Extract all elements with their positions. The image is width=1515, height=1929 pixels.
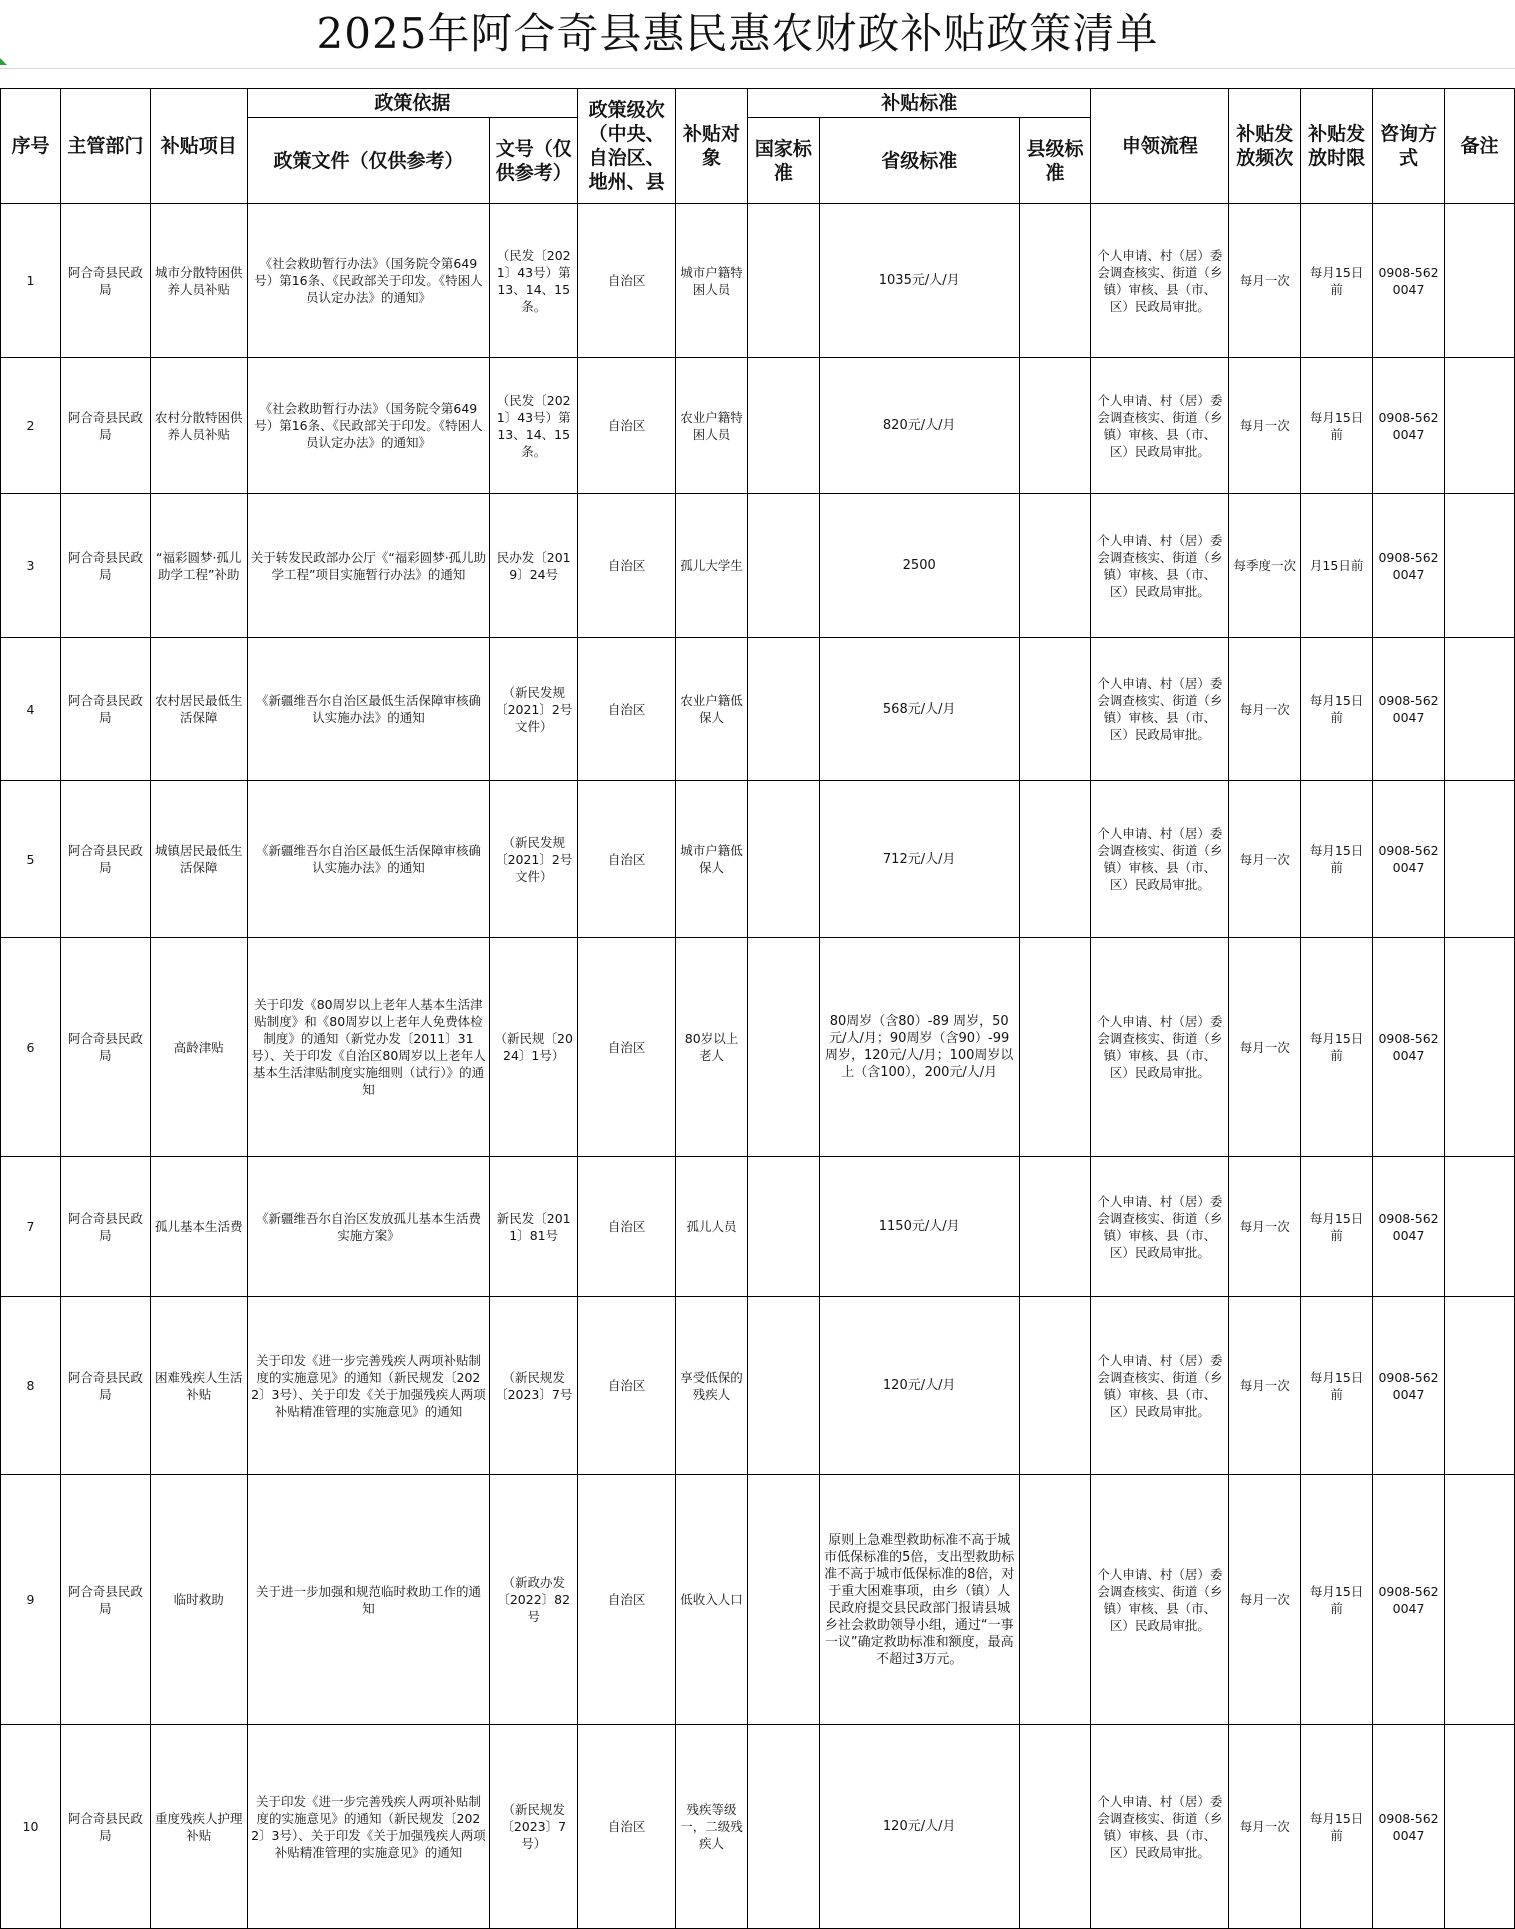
cell-time: 每月15日前 <box>1301 938 1373 1157</box>
cell-national <box>747 1725 819 1929</box>
cell-target: 低收入人口 <box>676 1475 748 1725</box>
table-row <box>1 1475 1515 1725</box>
cell-provincial: 120元/人/月 <box>819 1297 1019 1475</box>
cell-provincial: 2500 <box>819 494 1019 638</box>
cell-remark <box>1444 938 1514 1157</box>
cell-file: 关于印发《进一步完善残疾人两项补贴制度的实施意见》的通知（新民规发〔2022〕3号）、关于印发《关于加强残疾人两项补贴精准管理的实施意见》的通知 <box>247 1297 490 1475</box>
cell-contact: 0908-5620047 <box>1373 1725 1445 1929</box>
cell-item: 高龄津贴 <box>150 938 247 1157</box>
cell-docno: （新民规〔2024〕1号） <box>490 938 578 1157</box>
cell-level: 自治区 <box>578 638 676 781</box>
table-row <box>1 1725 1515 1929</box>
cell-target: 农业户籍低保人 <box>676 638 748 781</box>
cell-item: 孤儿基本生活费 <box>150 1157 247 1297</box>
table-row <box>1 638 1515 781</box>
cell-docno: （新民规发〔2023〕7号 <box>490 1297 578 1475</box>
cell-docno: （民发〔2021〕43号）第13、14、15条。 <box>490 358 578 494</box>
cell-seq: 1 <box>1 204 61 358</box>
cell-file: 关于印发《进一步完善残疾人两项补贴制度的实施意见》的通知（新民规发〔2022〕3号）、关于印发《关于加强残疾人两项补贴精准管理的实施意见》的通知 <box>247 1725 490 1929</box>
cell-freq: 每月一次 <box>1229 638 1301 781</box>
cell-provincial: 80周岁（含80）-89 周岁，50元/人/月；90周岁（含90）-99 周岁，120元/人/月；100周岁以上（含100），200元/人/月 <box>819 938 1019 1157</box>
cell-time: 每月15日前 <box>1301 638 1373 781</box>
header-file: 政策文件（仅供参考） <box>247 118 490 204</box>
cell-provincial: 820元/人/月 <box>819 358 1019 494</box>
table-row <box>1 494 1515 638</box>
cell-provincial: 120元/人/月 <box>819 1725 1019 1929</box>
cell-time: 每月15日前 <box>1301 781 1373 938</box>
cell-item: 城市分散特困供养人员补贴 <box>150 204 247 358</box>
cell-freq: 每月一次 <box>1229 938 1301 1157</box>
header-remark: 备注 <box>1444 89 1514 204</box>
cell-seq: 5 <box>1 781 61 938</box>
cell-time: 每月15日前 <box>1301 1725 1373 1929</box>
cell-national <box>747 204 819 358</box>
cell-seq: 8 <box>1 1297 61 1475</box>
cell-target: 残疾等级一，二级残疾人 <box>676 1725 748 1929</box>
cell-remark <box>1444 358 1514 494</box>
cell-level: 自治区 <box>578 494 676 638</box>
cell-contact: 0908-5620047 <box>1373 1157 1445 1297</box>
cell-item: 农村居民最低生活保障 <box>150 638 247 781</box>
cell-process: 个人申请、村（居）委会调查核实、街道（乡镇）审核、县（市、区）民政局审批。 <box>1091 781 1229 938</box>
cell-county <box>1019 1157 1091 1297</box>
cell-freq: 每月一次 <box>1229 1475 1301 1725</box>
cell-seq: 9 <box>1 1475 61 1725</box>
cell-dept: 阿合奇县民政局 <box>60 638 150 781</box>
cell-item: 农村分散特困供养人员补贴 <box>150 358 247 494</box>
cell-contact: 0908-5620047 <box>1373 494 1445 638</box>
cell-remark <box>1444 1297 1514 1475</box>
table-row <box>1 938 1515 1157</box>
table-row <box>1 358 1515 494</box>
cell-process: 个人申请、村（居）委会调查核实、街道（乡镇）审核、县（市、区）民政局审批。 <box>1091 1725 1229 1929</box>
cell-dept: 阿合奇县民政局 <box>60 1297 150 1475</box>
cell-time: 月15日前 <box>1301 494 1373 638</box>
header-contact: 咨询方式 <box>1373 89 1445 204</box>
cell-national <box>747 1475 819 1725</box>
cell-time: 每月15日前 <box>1301 204 1373 358</box>
cell-freq: 每季度一次 <box>1229 494 1301 638</box>
cell-national <box>747 1297 819 1475</box>
header-dept: 主管部门 <box>60 89 150 204</box>
cell-docno: （新民发规〔2021〕2号文件） <box>490 781 578 938</box>
cell-freq: 每月一次 <box>1229 781 1301 938</box>
cell-target: 享受低保的残疾人 <box>676 1297 748 1475</box>
cell-level: 自治区 <box>578 204 676 358</box>
cell-dept: 阿合奇县民政局 <box>60 1157 150 1297</box>
page-title: 2025年阿合奇县惠民惠农财政补贴政策清单 <box>316 9 1159 58</box>
cell-county <box>1019 494 1091 638</box>
cell-remark <box>1444 781 1514 938</box>
cell-time: 每月15日前 <box>1301 1297 1373 1475</box>
cell-docno: （新政办发〔2022〕82号 <box>490 1475 578 1725</box>
cell-contact: 0908-5620047 <box>1373 1475 1445 1725</box>
cell-file: 关于进一步加强和规范临时救助工作的通知 <box>247 1475 490 1725</box>
cell-county <box>1019 938 1091 1157</box>
cell-freq: 每月一次 <box>1229 1297 1301 1475</box>
cell-national <box>747 781 819 938</box>
header-target: 补贴对象 <box>676 89 748 204</box>
cell-target: 城市户籍特困人员 <box>676 204 748 358</box>
cell-time: 每月15日前 <box>1301 358 1373 494</box>
cell-provincial: 568元/人/月 <box>819 638 1019 781</box>
cell-level: 自治区 <box>578 1725 676 1929</box>
cell-provincial: 1035元/人/月 <box>819 204 1019 358</box>
header-docno: 文号（仅供参考） <box>490 118 578 204</box>
cell-contact: 0908-5620047 <box>1373 204 1445 358</box>
cell-county <box>1019 1475 1091 1725</box>
cell-seq: 4 <box>1 638 61 781</box>
cell-level: 自治区 <box>578 1157 676 1297</box>
cell-file: 关于转发民政部办公厅《“福彩圆梦·孤儿助学工程”项目实施暂行办法》的通知 <box>247 494 490 638</box>
cell-docno: 民办发〔2019〕24号 <box>490 494 578 638</box>
cell-dept: 阿合奇县民政局 <box>60 938 150 1157</box>
cell-item: “福彩圆梦·孤儿助学工程”补助 <box>150 494 247 638</box>
header-freq: 补贴发放频次 <box>1229 89 1301 204</box>
cell-freq: 每月一次 <box>1229 358 1301 494</box>
table-row <box>1 1297 1515 1475</box>
cell-dept: 阿合奇县民政局 <box>60 204 150 358</box>
cell-dept: 阿合奇县民政局 <box>60 1725 150 1929</box>
cell-seq: 10 <box>1 1725 61 1929</box>
cell-county <box>1019 204 1091 358</box>
policy-table <box>0 88 1515 1929</box>
cell-item: 困难残疾人生活补贴 <box>150 1297 247 1475</box>
cell-remark <box>1444 1157 1514 1297</box>
cell-process: 个人申请、村（居）委会调查核实、街道（乡镇）审核、县（市、区）民政局审批。 <box>1091 358 1229 494</box>
cell-remark <box>1444 204 1514 358</box>
cell-freq: 每月一次 <box>1229 204 1301 358</box>
cell-national <box>747 1157 819 1297</box>
cell-national <box>747 358 819 494</box>
header-row-1 <box>1 89 1515 118</box>
cell-freq: 每月一次 <box>1229 1157 1301 1297</box>
cell-dept: 阿合奇县民政局 <box>60 1475 150 1725</box>
cell-docno: 新民发〔2011〕81号 <box>490 1157 578 1297</box>
cell-national <box>747 494 819 638</box>
cell-target: 农业户籍特困人员 <box>676 358 748 494</box>
cell-process: 个人申请、村（居）委会调查核实、街道（乡镇）审核、县（市、区）民政局审批。 <box>1091 638 1229 781</box>
cell-contact: 0908-5620047 <box>1373 781 1445 938</box>
header-level: 政策级次（中央、自治区、地州、县 <box>578 89 676 204</box>
cell-seq: 7 <box>1 1157 61 1297</box>
cell-file: 《新疆维吾尔自治区最低生活保障审核确认实施办法》的通知 <box>247 781 490 938</box>
cell-target: 城市户籍低保人 <box>676 781 748 938</box>
cell-provincial: 1150元/人/月 <box>819 1157 1019 1297</box>
blank-row <box>0 68 1515 89</box>
cell-target: 孤儿大学生 <box>676 494 748 638</box>
cell-process: 个人申请、村（居）委会调查核实、街道（乡镇）审核、县（市、区）民政局审批。 <box>1091 494 1229 638</box>
cell-process: 个人申请、村（居）委会调查核实、街道（乡镇）审核、县（市、区）民政局审批。 <box>1091 938 1229 1157</box>
cell-county <box>1019 638 1091 781</box>
cell-remark <box>1444 1725 1514 1929</box>
cell-file: 《新疆维吾尔自治区最低生活保障审核确认实施办法》的通知 <box>247 638 490 781</box>
cell-seq: 3 <box>1 494 61 638</box>
header-item: 补贴项目 <box>150 89 247 204</box>
cell-level: 自治区 <box>578 781 676 938</box>
cell-contact: 0908-5620047 <box>1373 938 1445 1157</box>
cell-process: 个人申请、村（居）委会调查核实、街道（乡镇）审核、县（市、区）民政局审批。 <box>1091 204 1229 358</box>
cell-county <box>1019 358 1091 494</box>
cell-provincial: 原则上急难型救助标准不高于城市低保标准的5倍，支出型救助标准不高于城市低保标准的8倍，对于重大困难事项，由乡（镇）人民政府提交县民政部门报请县城乡社会救助领导小组，通过“一事一议”确定救助标准和额度，最高不超过3万元。 <box>819 1475 1019 1725</box>
cell-remark <box>1444 1475 1514 1725</box>
cell-contact: 0908-5620047 <box>1373 638 1445 781</box>
cell-process: 个人申请、村（居）委会调查核实、街道（乡镇）审核、县（市、区）民政局审批。 <box>1091 1157 1229 1297</box>
table-row <box>1 204 1515 358</box>
cell-docno: （新民发规〔2021〕2号文件） <box>490 638 578 781</box>
cell-target: 孤儿人员 <box>676 1157 748 1297</box>
cell-item: 临时救助 <box>150 1475 247 1725</box>
cell-file: 《新疆维吾尔自治区发放孤儿基本生活费实施方案》 <box>247 1157 490 1297</box>
cell-remark <box>1444 494 1514 638</box>
cell-level: 自治区 <box>578 938 676 1157</box>
cell-level: 自治区 <box>578 358 676 494</box>
header-time: 补贴发放时限 <box>1301 89 1373 204</box>
header-seq: 序号 <box>1 89 61 204</box>
title-bar <box>0 0 1515 69</box>
cell-seq: 6 <box>1 938 61 1157</box>
cell-marker-icon <box>0 58 7 65</box>
cell-item: 重度残疾人护理补贴 <box>150 1725 247 1929</box>
cell-contact: 0908-5620047 <box>1373 1297 1445 1475</box>
cell-process: 个人申请、村（居）委会调查核实、街道（乡镇）审核、县（市、区）民政局审批。 <box>1091 1475 1229 1725</box>
cell-docno: （新民规发〔2023〕7号） <box>490 1725 578 1929</box>
cell-dept: 阿合奇县民政局 <box>60 781 150 938</box>
table-row <box>1 1157 1515 1297</box>
cell-provincial: 712元/人/月 <box>819 781 1019 938</box>
header-process: 申领流程 <box>1091 89 1229 204</box>
cell-process: 个人申请、村（居）委会调查核实、街道（乡镇）审核、县（市、区）民政局审批。 <box>1091 1297 1229 1475</box>
cell-file: 《社会救助暂行办法》（国务院令第649号）第16条、《民政部关于印发。《特困人员认定办法》的通知》 <box>247 358 490 494</box>
header-standard: 补贴标准 <box>747 89 1091 118</box>
cell-national <box>747 638 819 781</box>
cell-county <box>1019 1297 1091 1475</box>
cell-seq: 2 <box>1 358 61 494</box>
cell-county <box>1019 781 1091 938</box>
cell-dept: 阿合奇县民政局 <box>60 494 150 638</box>
header-basis: 政策依据 <box>247 89 578 118</box>
header-national: 国家标准 <box>747 118 819 204</box>
cell-target: 80岁以上老人 <box>676 938 748 1157</box>
cell-file: 《社会救助暂行办法》（国务院令第649号）第16条、《民政部关于印发。《特困人员认定办法》的通知》 <box>247 204 490 358</box>
cell-contact: 0908-5620047 <box>1373 358 1445 494</box>
cell-item: 城镇居民最低生活保障 <box>150 781 247 938</box>
cell-level: 自治区 <box>578 1475 676 1725</box>
cell-county <box>1019 1725 1091 1929</box>
cell-remark <box>1444 638 1514 781</box>
header-county: 县级标准 <box>1019 118 1091 204</box>
table-row <box>1 781 1515 938</box>
cell-file: 关于印发《80周岁以上老年人基本生活津贴制度》和《80周岁以上老年人免费体检制度》的通知（新党办发〔2011〕31号）、关于印发《自治区80周岁以上老年人基本生活津贴制度实施细则（试行）》的通知 <box>247 938 490 1157</box>
cell-national <box>747 938 819 1157</box>
cell-docno: （民发〔2021〕43号）第13、14、15条。 <box>490 204 578 358</box>
cell-level: 自治区 <box>578 1297 676 1475</box>
cell-freq: 每月一次 <box>1229 1725 1301 1929</box>
header-provincial: 省级标准 <box>819 118 1019 204</box>
cell-time: 每月15日前 <box>1301 1157 1373 1297</box>
cell-time: 每月15日前 <box>1301 1475 1373 1725</box>
cell-dept: 阿合奇县民政局 <box>60 358 150 494</box>
